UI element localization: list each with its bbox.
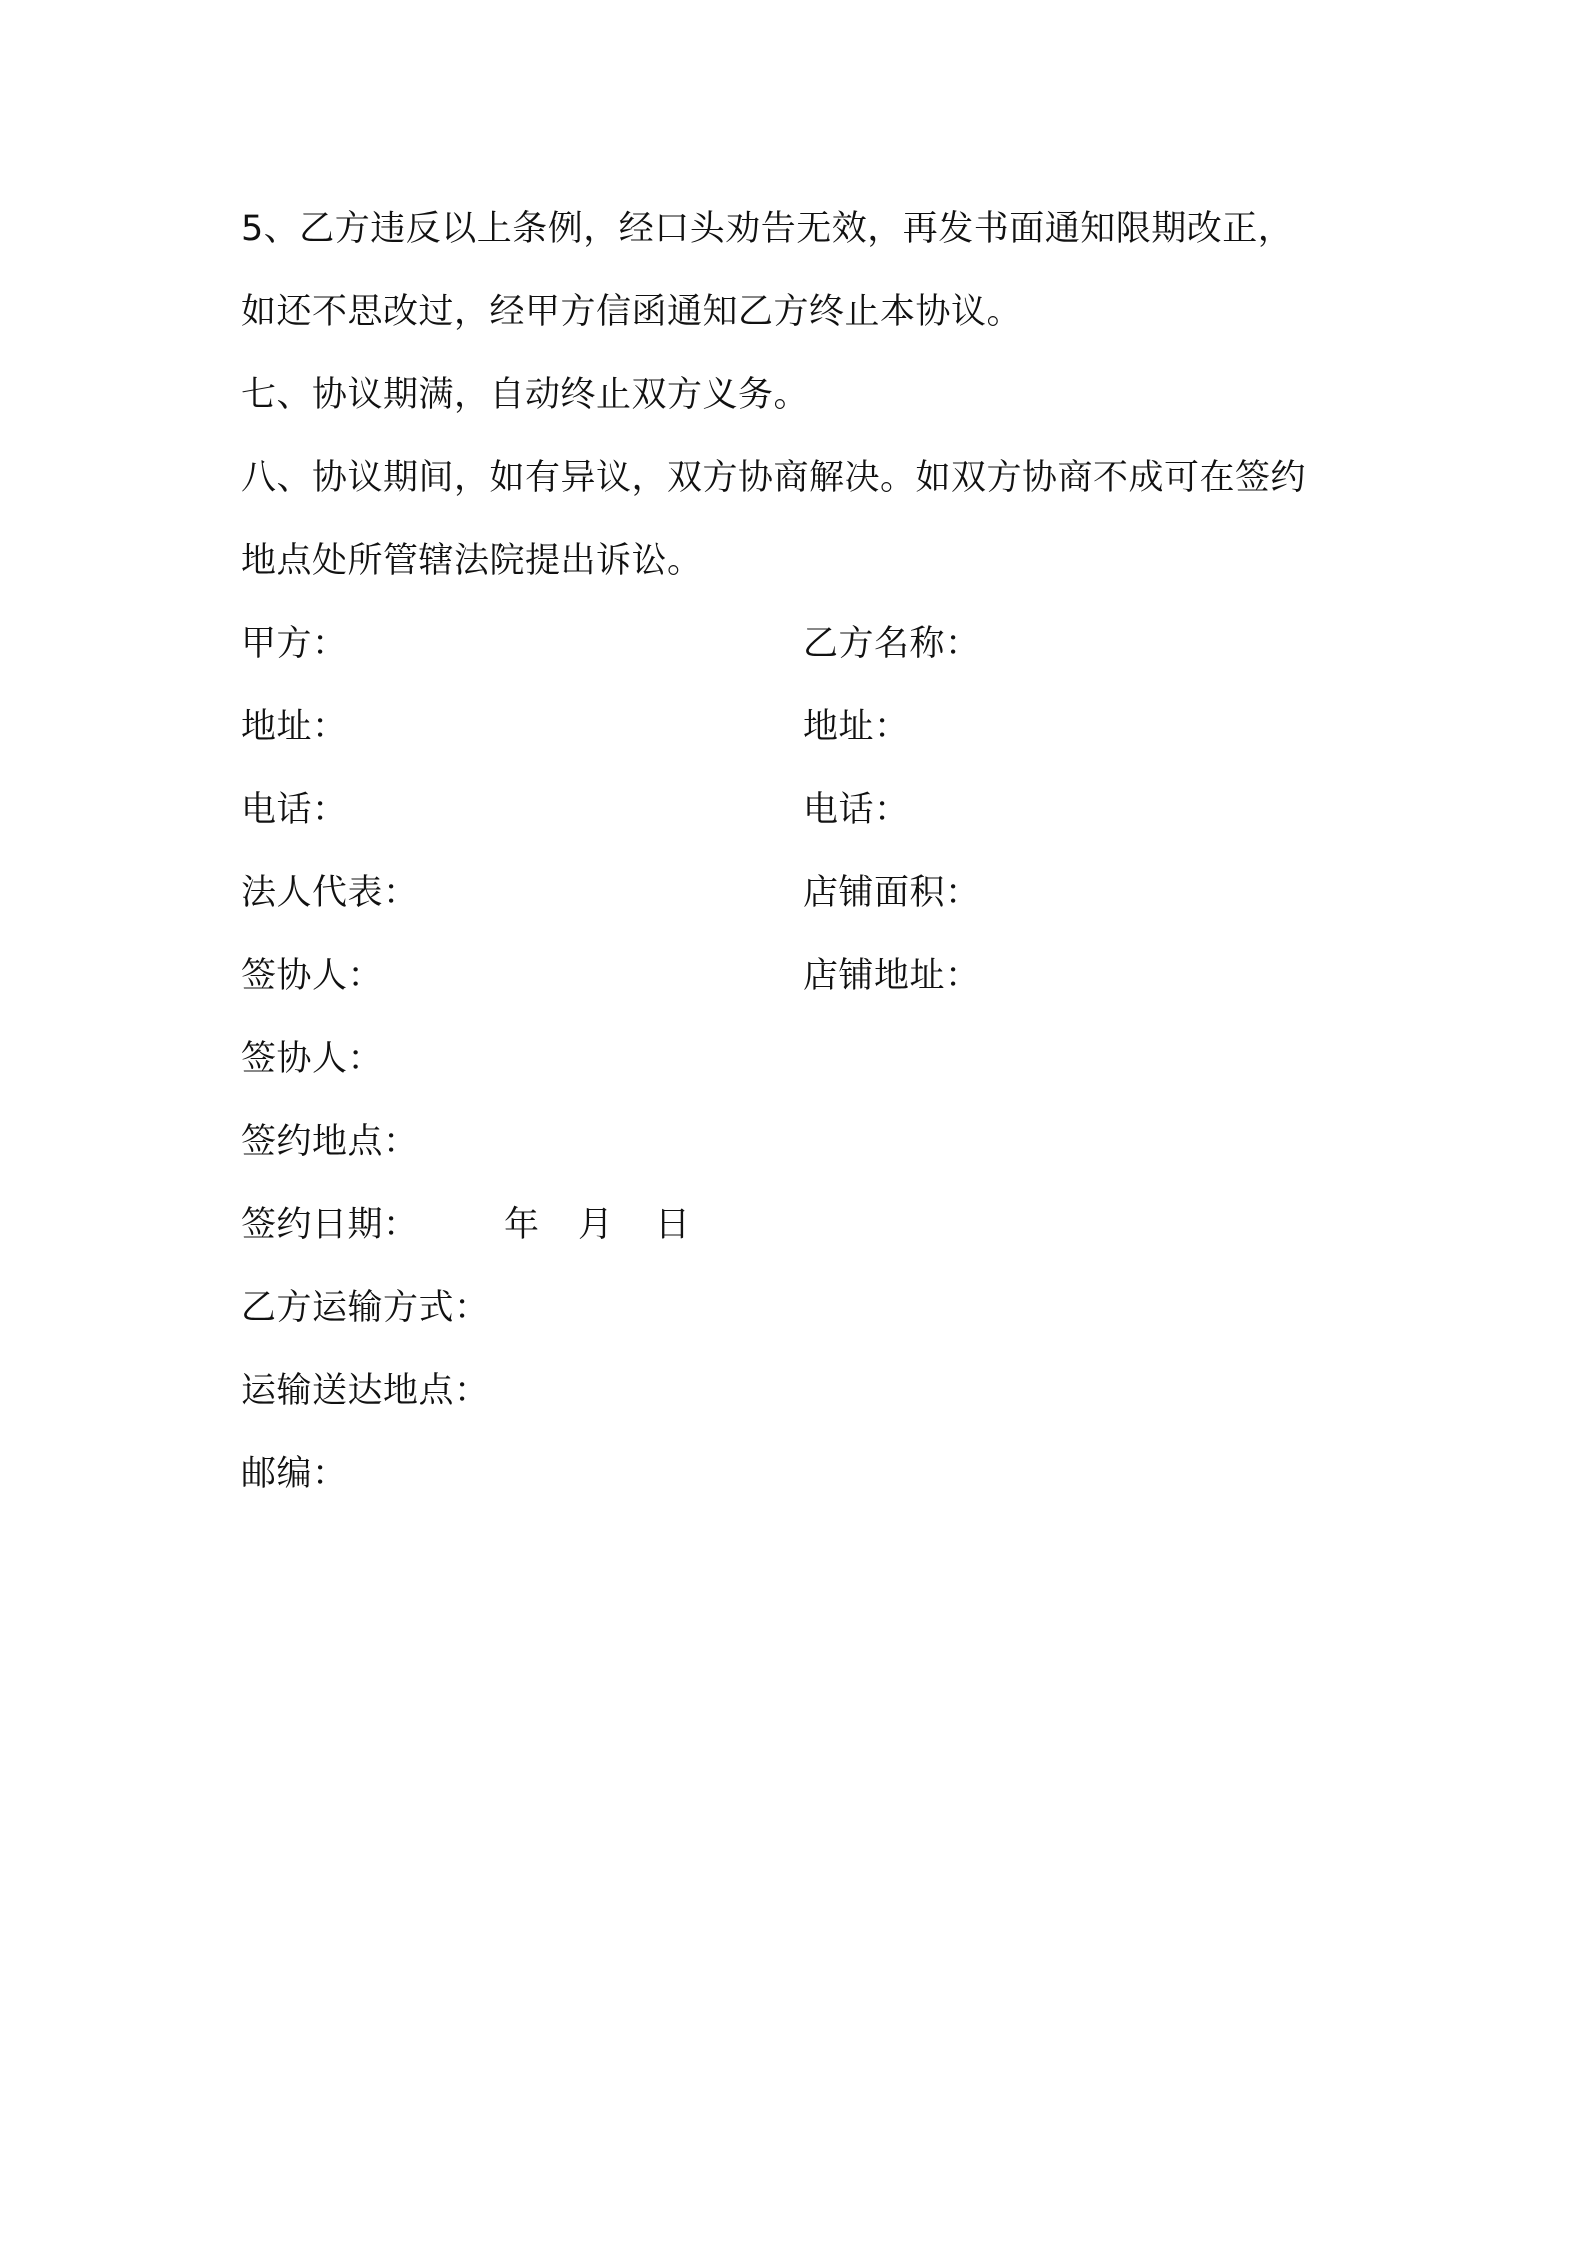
clause-5-line-2: 如还不思改过，经甲方信函通知乙方终止本协议。 [241, 292, 1023, 332]
store-address-label: 店铺地址： [803, 956, 981, 996]
signing-date-label: 签约日期： [241, 1205, 419, 1245]
date-day-label: 日 [655, 1205, 691, 1245]
delivery-place-label: 运输送达地点： [241, 1371, 490, 1411]
party-b-address-label: 地址： [803, 707, 910, 747]
signing-place-label: 签约地点： [241, 1122, 419, 1162]
party-b-name-label: 乙方名称： [803, 624, 981, 664]
legal-representative-label: 法人代表： [241, 873, 419, 913]
party-a-address-label: 地址： [241, 707, 348, 747]
clause-8-line-1: 八、协议期间，如有异议，双方协商解决。如双方协商不成可在签约 [241, 458, 1307, 498]
party-b-phone-label: 电话： [803, 790, 910, 830]
cosigner-label-2: 签协人： [241, 1039, 384, 1079]
clause-5-line-1: 5、乙方违反以上条例，经口头劝告无效，再发书面通知限期改正， [241, 209, 1294, 249]
signing-date-row [241, 1203, 761, 1247]
date-year-label: 年 [504, 1205, 540, 1245]
party-a-label: 甲方： [241, 624, 348, 664]
party-b-transport-label: 乙方运输方式： [241, 1288, 490, 1328]
clause-7: 七、协议期满，自动终止双方义务。 [241, 375, 810, 415]
cosigner-label: 签协人： [241, 956, 384, 996]
postcode-label: 邮编： [241, 1454, 348, 1494]
date-month-label: 月 [578, 1205, 614, 1245]
store-area-label: 店铺面积： [803, 873, 981, 913]
clause-8-line-2: 地点处所管辖法院提出诉讼。 [241, 541, 703, 581]
party-a-phone-label: 电话： [241, 790, 348, 830]
